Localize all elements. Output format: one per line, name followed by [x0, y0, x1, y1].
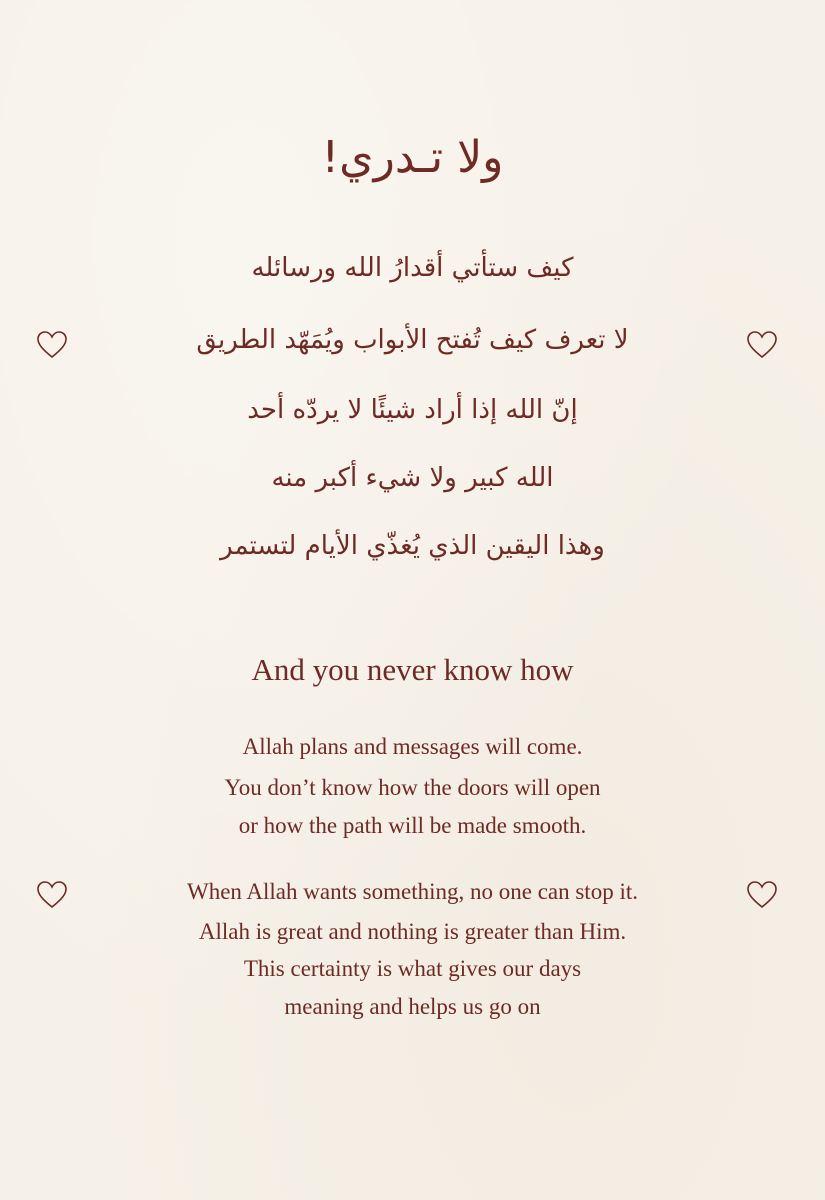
arabic-line-5: وهذا اليقين الذي يُغذّي الأيام لتستمر — [220, 531, 605, 561]
arabic-title: ولا تـدري! — [321, 132, 504, 183]
english-line-7: meaning and helps us go on — [284, 994, 541, 1019]
heart-outline-icon — [746, 330, 778, 360]
heart-outline-icon — [746, 880, 778, 910]
arabic-line-1: كيف ستأتي أقدارُ الله ورسائله — [251, 253, 574, 283]
heart-outline-icon — [36, 330, 68, 360]
english-line-5: Allah is great and nothing is greater than Him. — [198, 919, 627, 944]
english-line-1: Allah plans and messages will come. — [242, 734, 583, 759]
heart-outline-icon — [36, 880, 68, 910]
arabic-line-4: الله كبير ولا شيء أكبر منه — [271, 463, 554, 493]
english-line-4: When Allah wants something, no one can stop it. — [187, 879, 638, 904]
english-heading: And you never know how — [251, 652, 574, 687]
english-line-3: or how the path will be made smooth. — [238, 813, 587, 838]
arabic-line-3: إنّ الله إذا أراد شيئًا لا يردّه أحد — [247, 395, 578, 425]
english-line-2: You don’t know how the doors will open — [224, 775, 601, 800]
arabic-line-2: لا تعرف كيف تُفتح الأبواب ويُمَهّد الطريق — [196, 325, 629, 355]
english-line-6: This certainty is what gives our days — [243, 956, 582, 981]
